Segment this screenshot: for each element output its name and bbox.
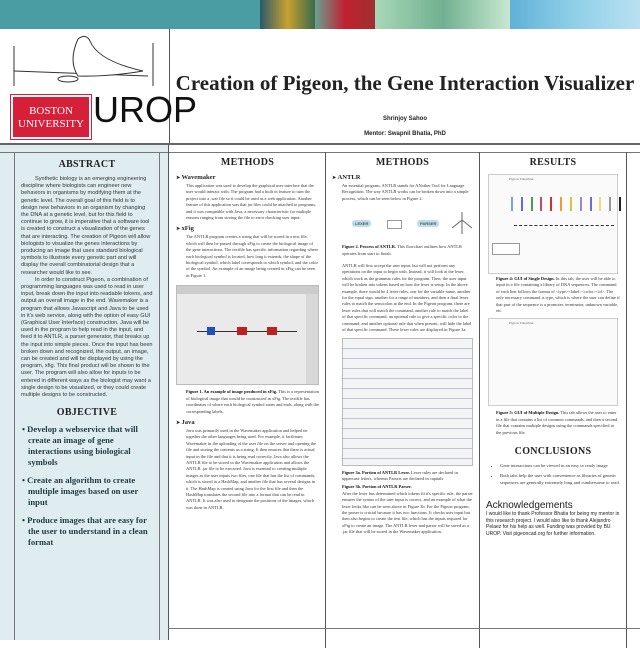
figure-2-flowchart <box>332 206 473 240</box>
abstract-panel <box>14 152 160 640</box>
color-bar <box>590 197 592 211</box>
acknowledgements-heading: Acknowledgements <box>486 500 573 512</box>
color-bar <box>531 197 533 211</box>
antlr-heading: ➤ ANTLR <box>332 174 473 181</box>
color-bar <box>560 197 562 211</box>
banner-photo <box>375 0 510 29</box>
top-banner <box>0 0 640 29</box>
banner-photo <box>510 0 640 29</box>
methods-heading: METHODS <box>220 157 275 168</box>
poster-title: Creation of Pigeon, the Gene Interaction Visualizer <box>175 71 635 95</box>
app-title: Pigeon Visualizer <box>509 321 534 326</box>
urop-logo: UROP <box>93 89 198 130</box>
color-bar <box>609 197 611 211</box>
java-text: Java was primarily used in the Wavemaker application and helped tie together the other languages being used. For example, it facilitates Wavemaker in the uploading of the user file on the server and opening the file and storing the contents as a string. It then ensures that there is actual input in the file and that it is being read correctly. Java also allows the ANTLR file to be stored in the Wavemaker application and allows the ANTLR .jar file to be executed. Java is essential to creating multiple images as the user inputs two files, one file that has the list of commands, which is stored in a HashMap, and another file that has several designs in it. The HashMap is created using Java for the first file and then the HashMap translates the second file into a format that can be read in ANTLR. It was also used to designate the positions of the images, which was done in ANTLR. <box>186 427 316 510</box>
acknowledgements-text: I would like to thank Professor Bhatia for being my mentor in this research project. I would also like to thank Alejandro Pelaez for his help as well. Funding was provided by BU UROP. Visit pigeoncad.org for further information. <box>486 511 620 537</box>
parse-tree-icon <box>447 208 477 238</box>
color-bar <box>599 197 601 211</box>
abstract-paragraph: In order to construct Pigeon, a combination of programming languages was used to read in user input, break down the input into readable tokens, and output an overall image in the end. Wavemaker is a program that allows Javascript and Java to be used in it's web service, along with the option of easy GUI (Graphical User Interface) construction. Java will be used in the program to help read in the input, and feed it to ANTLR, a parser generator, that breaks up the input into simple pieces. Once the input has been broken down and recognized, the output, an image, can be created and will be displayed by using the program, xfig. This final product will be shown to the user. The program will also allow for inputs to be entered in different ways as the biologist may want a single design to be visualized, or they could create multiple designs to be constructed. <box>21 276 153 399</box>
parser-node: PARSER <box>417 220 439 227</box>
results-column <box>480 152 626 632</box>
antlr-text: An essential program, ANTLR stands for ANother Tool for Language Recognition. The way ANTLR works can be broken down into a simple process, which can be seen below in Figure 2. <box>342 183 469 201</box>
methods-column-1 <box>170 152 325 632</box>
conclusion-item: • Gene interactions can be viewed in an easy to ready image <box>500 463 620 469</box>
input-box <box>492 243 520 255</box>
conclusion-item: • Both tabs help the user with convenience as libraries of genetic sequences are generally extremely long and cumbersome to read. <box>500 473 620 486</box>
color-bar <box>521 197 523 211</box>
figure-4-single-design-screenshot <box>488 174 618 274</box>
figure-5-multiple-design-screenshot <box>488 318 618 406</box>
banner-photo <box>260 0 315 29</box>
figure-3b-caption: Figure 3b. Portion of ANTLR Parser. <box>342 484 412 490</box>
author-name: Shrinjoy Sahoo <box>382 116 427 122</box>
methods-heading: METHODS <box>375 157 430 168</box>
boston-university-logo: BOSTON UNIVERSITY <box>11 95 91 139</box>
lexer-node: LEXER <box>352 220 371 227</box>
sequence-line <box>514 225 614 226</box>
figure-5-caption: Figure 5: GUI of Multiple Design. This tab allows the user to enter in a file that contains a list of common commands, and then a second file that contains multiple designs using the commands specified in the previous file. <box>496 410 618 435</box>
figure-1-caption: Figure 1. An example of image produced in xFig. This is a representation of biological image that would be constructed in xFig. The textfile has coordinates of where each biological symbol starts and ends, along with the corresponding labels. <box>186 389 319 414</box>
divider <box>168 144 169 640</box>
divider <box>0 143 640 145</box>
figure-3-antlr-code <box>342 338 473 466</box>
figure-3a-caption: Figure 3a. Portion of ANTLR Lexer. Lexer rules are declared in uppercase letters, whereas Parsers are declared in capitals <box>342 469 458 481</box>
color-bar <box>550 197 552 211</box>
wavemaker-text: This application was used to develop the graphical user interface that the user would interact with. The program had a built in feature to turn the project into a .war file so it could be used as a web application. Another feature of this application was that jar files could be attached to programs, and it was compatible with Java, a necessary characteristic for multiple reasons ranging from storing the file to error checking user input. <box>186 183 317 221</box>
figure-1-xfig-screenshot <box>176 285 319 385</box>
figure-3b-text: After the lexer has determined which tokens fit it's specific rule, the parser ensures the syntax of the user input is correct, and an example of what the lexer looks like can be seen above in Figure 3b. For the Pigeon program, the parser is crucial because it has two functions. It checks user input but then also begins to create the text file, which has the inputs required for xFig to create an image. The ANTLR lexer and parser will be saved as a .jar file that will be stored in the Wavemaker application. <box>342 490 473 535</box>
color-bar <box>511 197 513 211</box>
mentor-name: Mentor: Swapnil Bhatia, PhD <box>364 131 446 137</box>
figure-4-caption: Figure 4: GUI of Single Design. In this tab, the user will be able to input in a file containing a library of DNA sequences. The command of each line follows the format of <type><label><color><id>. The only necessary command is type, which is where the user can define if that part of the sequence is a promoter, terminator, unknown variable, etc. <box>496 276 620 314</box>
objective-heading: OBJECTIVE <box>56 407 118 419</box>
color-bar <box>619 197 621 211</box>
methods-column-2 <box>326 152 479 632</box>
objective-item: • Produce images that are easy for the user to understand in a clean format <box>22 515 148 548</box>
divider <box>626 152 627 648</box>
pigeon-logo-icon <box>8 31 168 91</box>
objective-item: • Develop a webservice that will create an image of gene interactions using biological symbols <box>22 424 138 468</box>
objective-item: • Create an algorithm to create multiple images based on user input <box>22 475 139 508</box>
java-heading: ➤ Java <box>176 419 319 426</box>
color-bar <box>580 197 582 211</box>
xfig-text: The ANTLR program creates a string that will be stored in a text file, which will then be passed through xFig to create the biological image of the gene interactions. The textfile has specific information regarding where each biological symbol is located, how long it extends, the shape of the biological symbol, which label corresponds to which symbol, and the color of the symbol. An example of an image being created in xFig can be seen in Figure 1. <box>186 234 319 278</box>
antlr-text-2: ANTLR will first accept the user input, but will not perform any operations on the input to begin with. Instead, it will look at the lexer, which work as the grammar rules for the program. Then, the user input will be broken into tokens based on how the lexer is setup. In the above example, there would be 4 lexer rules, one for the variable name, another for the equal sign, another for a range of numbers, and then a final lexer rules to match the semicolon at the end. In the Pigeon program, there are lexer rules that will match the command, another rule to match the label of that specific command, an optional rule to give a specific color to the command, and another optional rule that when present, will hide the label of that specific command. These lexer rules are displayed in Figure 3a. <box>342 263 472 333</box>
abstract-paragraph: Synthetic biology is an emerging engineering discipline where biologists can engineer new behaviors in organisms by modifying them at the genetic level. The overall goal of this field is to design new behaviors in an organism by changing the DNA at a genetic level, but for this field to continue to grow, it is imperative that a software tool is created to construct a visualization of the genes that are interacting. The creation of Pigeon will allow biologists to visualize the genes interactions by producing an image that uses standard biological symbols to illustrate every genetic part and will display the overall combinatorial design that a researcher would like to see. <box>21 176 151 276</box>
wavemaker-heading: ➤ Wavemaker <box>176 174 319 181</box>
figure-2-caption: Figure 2. Process of ANTLR. This flowchart outlines how ANTLR operates from start to finish. <box>342 244 462 256</box>
results-heading: RESULTS <box>529 157 577 168</box>
conclusions-heading: CONCLUSIONS <box>514 446 592 458</box>
color-bar <box>570 197 572 211</box>
color-bars <box>511 197 621 211</box>
poster-header <box>0 29 640 144</box>
color-bar <box>540 197 542 211</box>
app-title: Pigeon Visualizer <box>509 177 534 181</box>
xfig-heading: ➤ xFig <box>176 225 319 232</box>
abstract-heading: ABSTRACT <box>58 159 116 170</box>
banner-photo <box>315 0 375 29</box>
logo-area <box>0 29 198 144</box>
